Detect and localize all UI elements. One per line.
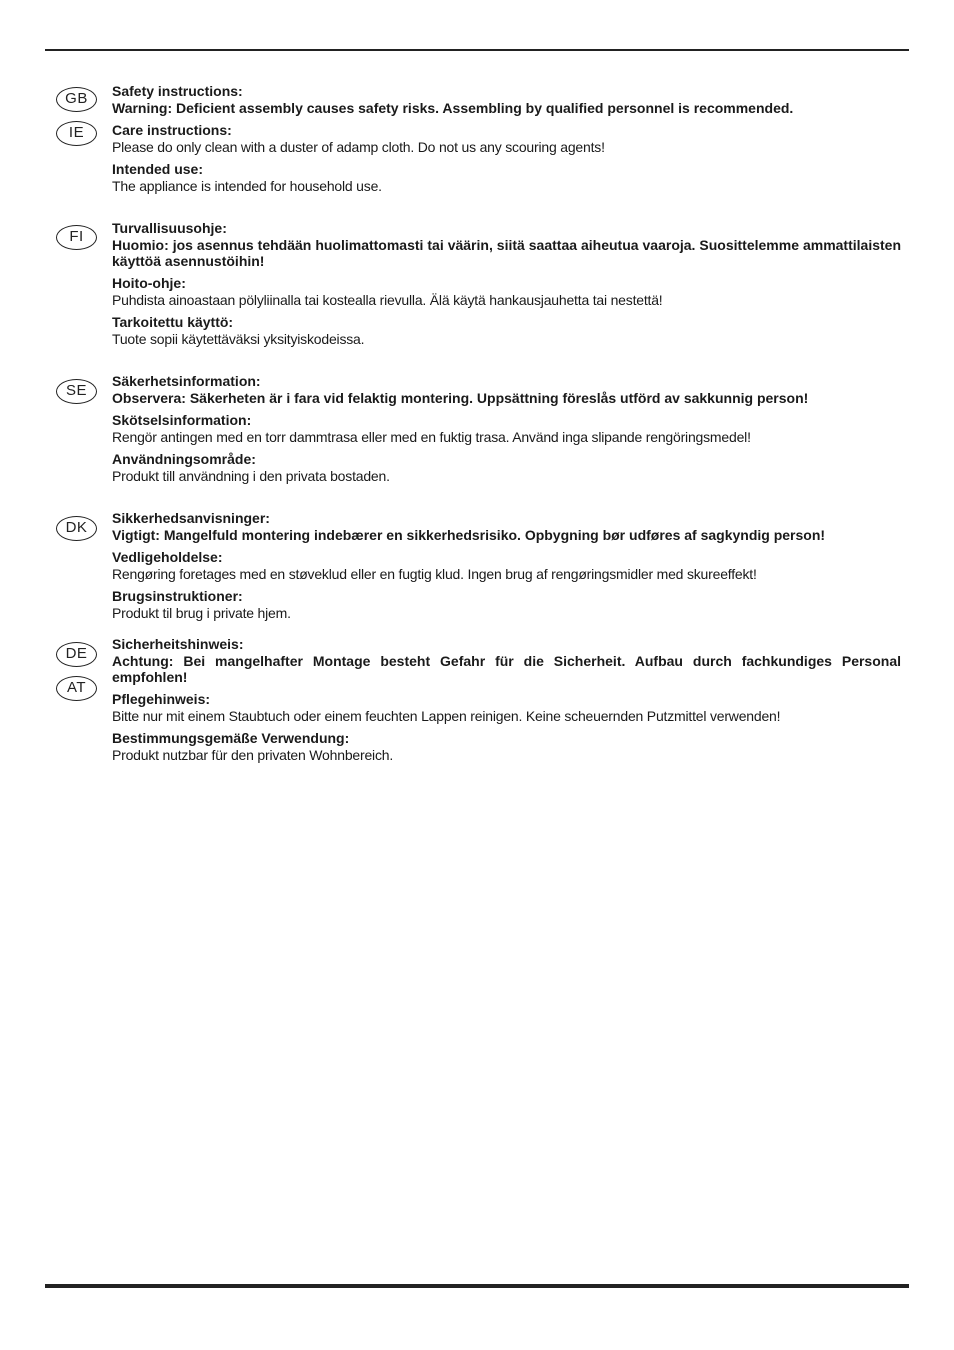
- safety-warning: Achtung: Bei mangelhafter Montage besteht Gefahr für die Sicherheit. Aufbau durch fachkundiges Personal empfohlen!: [112, 653, 901, 685]
- use-text: Produkt til brug i private hjem.: [112, 605, 291, 621]
- safety-heading: Safety instructions:: [112, 83, 243, 99]
- safety-warning: Observera: Säkerheten är i fara vid felaktig montering. Uppsättning föreslås utförd av sakkunnig person!: [112, 390, 809, 406]
- country-badges: [56, 642, 98, 710]
- care-text: Puhdista ainoastaan pölyliinalla tai kostealla rievulla. Älä käytä hankausjauhetta tai nestettä!: [112, 292, 663, 308]
- section-content: [112, 83, 901, 200]
- use-text: The appliance is intended for household use.: [112, 178, 382, 194]
- country-badge-se: SE: [56, 379, 97, 404]
- care-heading: Skötselsinformation:: [112, 412, 252, 428]
- care-heading: Vedligeholdelse:: [112, 549, 223, 565]
- country-badges: [56, 516, 98, 550]
- safety-warning: Vigtigt: Mangelfuld montering indebærer en sikkerhedsrisiko. Opbygning bør udføres af sagkyndig person!: [112, 527, 826, 543]
- use-text: Produkt nutzbar für den privaten Wohnbereich.: [112, 747, 394, 763]
- care-heading: Hoito-ohje:: [112, 275, 186, 291]
- use-heading: Brugsinstruktioner:: [112, 588, 243, 604]
- bottom-rule: [45, 1284, 909, 1288]
- country-badge-dk: DK: [56, 516, 97, 541]
- use-heading: Tarkoitettu käyttö:: [112, 314, 234, 330]
- care-text: Rengøring foretages med en støveklud eller en fugtig klud. Ingen brug af rengøringsmidler med skureeffekt!: [112, 566, 757, 582]
- section-content: [112, 510, 901, 627]
- use-heading: Intended use:: [112, 161, 204, 177]
- safety-warning: Huomio: jos asennus tehdään huolimattomasti tai väärin, siitä saattaa aiheutua vaaroja. Suosittelemme ammattilaisten käyttöä asennustöihin!: [112, 237, 901, 269]
- care-text: Bitte nur mit einem Staubtuch oder einem feuchten Lappen reinigen. Keine scheuernden Putzmittel verwenden!: [112, 708, 781, 724]
- section-content: [112, 220, 901, 353]
- use-text: Produkt till användning i den privata bostaden.: [112, 468, 390, 484]
- use-heading: Bestimmungsgemäße Verwendung:: [112, 730, 350, 746]
- safety-heading: Sikkerhedsanvisninger:: [112, 510, 270, 526]
- use-text: Tuote sopii käytettäväksi yksityiskodeissa.: [112, 331, 365, 347]
- care-text: Rengör antingen med en torr dammtrasa eller med en fuktig trasa. Använd inga slipande rengöringsmedel!: [112, 429, 751, 445]
- care-heading: Pflegehinweis:: [112, 691, 211, 707]
- safety-heading: Säkerhetsinformation:: [112, 373, 261, 389]
- safety-warning: Warning: Deficient assembly causes safety risks. Assembling by qualified personnel is recommended.: [112, 100, 794, 116]
- country-badge-gb: GB: [56, 87, 97, 112]
- country-badges: [56, 225, 98, 259]
- care-text: Please do only clean with a duster of adamp cloth. Do not us any scouring agents!: [112, 139, 605, 155]
- section-content: [112, 636, 901, 769]
- top-rule: [45, 49, 909, 51]
- care-heading: Care instructions:: [112, 122, 232, 138]
- use-heading: Användningsområde:: [112, 451, 256, 467]
- safety-heading: Turvallisuusohje:: [112, 220, 227, 236]
- country-badge-ie: IE: [56, 121, 97, 146]
- section-content: [112, 373, 901, 490]
- country-badge-de: DE: [56, 642, 97, 667]
- country-badge-at: AT: [56, 676, 97, 701]
- country-badges: [56, 379, 98, 413]
- country-badge-fi: FI: [56, 225, 97, 250]
- country-badges: [56, 87, 98, 155]
- safety-heading: Sicherheitshinweis:: [112, 636, 244, 652]
